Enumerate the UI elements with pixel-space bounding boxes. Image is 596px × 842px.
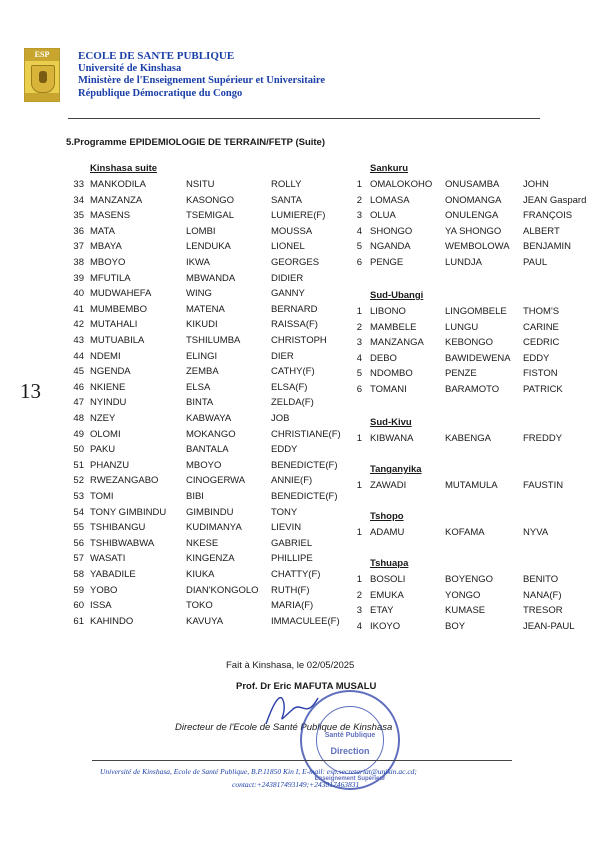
first-name: ROLLY	[271, 179, 302, 190]
postname: IKWA	[186, 257, 210, 268]
postname: ELSA	[186, 381, 211, 393]
postname: CINOGERWA	[186, 475, 246, 487]
row-number: 42	[73, 319, 84, 331]
surname: NDEMI	[90, 350, 121, 362]
list-item	[0, 603, 596, 619]
surname: YABADILE	[90, 569, 136, 580]
row-number: 2	[356, 321, 362, 333]
surname: MUTUABILA	[90, 335, 145, 346]
first-name: ALBERT	[523, 225, 560, 237]
logo-foot	[25, 93, 59, 101]
surname: TSHIBWABWA	[90, 537, 155, 549]
first-name: ANNIE(F)	[271, 475, 313, 487]
surname: ADAMU	[370, 527, 405, 538]
row-number: 6	[356, 384, 362, 395]
first-name: CHATTY(F)	[271, 569, 321, 580]
postname: MUTAMULA	[445, 480, 498, 491]
surname: NGANDA	[370, 241, 411, 253]
place-date: Fait à Kinshasa, le 02/05/2025	[226, 660, 355, 671]
surname: OLUA	[370, 210, 396, 222]
list-item	[0, 478, 596, 494]
postname: NSITU	[186, 179, 215, 190]
footer-address: Université de Kinshasa, Ecole de Santé Publique, B.P.11850 Kin I, E-mail: esp.secretariat@unikin.ac.cd;	[100, 767, 417, 776]
surname: NYINDU	[90, 397, 127, 409]
surname: RWEZANGABO	[90, 475, 159, 487]
postname: KABWAYA	[186, 413, 232, 424]
first-name: RAISSA(F)	[271, 319, 318, 331]
surname: MBAYA	[90, 241, 122, 253]
surname: YOBO	[90, 584, 118, 596]
first-name: CATHY(F)	[271, 366, 315, 378]
surname: WASATI	[90, 553, 126, 565]
first-name: BENJAMIN	[523, 241, 572, 253]
surname: TOMI	[90, 491, 114, 502]
postname: KINGENZA	[186, 553, 235, 565]
first-name: CHRISTOPH	[271, 335, 327, 346]
surname: MUDWAHEFA	[90, 288, 152, 300]
surname: PHANZU	[90, 459, 130, 471]
postname: KIUKA	[186, 569, 215, 580]
row-number: 61	[73, 615, 84, 627]
row-number: 4	[356, 620, 362, 632]
postname: DIAN'KONGOLO	[186, 584, 259, 596]
postname: ONOMANGA	[445, 194, 502, 206]
postname: BANTALA	[186, 444, 229, 456]
row-number: 37	[73, 241, 84, 253]
postname: ZEMBA	[186, 366, 219, 378]
section-heading: Tanganyika	[370, 464, 422, 475]
list-item	[0, 320, 596, 336]
postname: KABENGA	[445, 433, 491, 444]
surname: MAMBELE	[370, 321, 417, 333]
first-name: NANA(F)	[523, 589, 562, 601]
first-name: RUTH(F)	[271, 584, 310, 596]
first-name: GABRIEL	[271, 537, 313, 549]
list-item	[0, 177, 596, 193]
row-number: 57	[73, 553, 84, 565]
row-number: 35	[73, 210, 84, 222]
institution-header	[78, 50, 325, 100]
postname: BINTA	[186, 397, 214, 409]
postname: KEBONGO	[445, 337, 494, 349]
first-name: SANTA	[271, 194, 302, 206]
margin-page-number: 13	[20, 379, 41, 403]
first-name: THOM'S	[523, 306, 560, 317]
list-item	[0, 588, 596, 604]
first-name: PATRICK	[523, 384, 563, 395]
row-number: 50	[73, 444, 84, 456]
first-name: NYVA	[523, 527, 549, 538]
postname: LUNGU	[445, 321, 479, 333]
surname: KAHINDO	[90, 615, 134, 627]
postname: KIKUDI	[186, 319, 218, 331]
surname: OLOMI	[90, 428, 121, 440]
surname: LIBONO	[370, 306, 406, 317]
signatory-name: Prof. Dr Eric MAFUTA MUSALU	[236, 681, 377, 692]
first-name: PAUL	[523, 257, 548, 268]
surname: NGENDA	[90, 366, 131, 378]
first-name: JEAN-PAUL	[523, 620, 575, 632]
list-item	[0, 395, 360, 411]
list-item	[0, 366, 596, 382]
row-number: 1	[356, 179, 362, 190]
row-number: 3	[356, 210, 362, 222]
surname: KIBWANA	[370, 433, 414, 444]
postname: KOFAMA	[445, 527, 485, 538]
surname: MANKODILA	[90, 179, 146, 190]
postname: YONGO	[445, 589, 481, 601]
first-name: CARINE	[523, 321, 559, 333]
section-heading: Tshuapa	[370, 558, 409, 569]
postname: BAWIDEWENA	[445, 352, 511, 364]
postname: TSHILUMBA	[186, 335, 241, 346]
postname: PENZE	[445, 368, 477, 380]
first-name: CEDRIC	[523, 337, 560, 349]
stamp-text-top: Santé Publique	[324, 732, 376, 739]
surname: MBOYO	[90, 257, 126, 268]
postname: WING	[186, 288, 212, 300]
surname: MANZANGA	[370, 337, 424, 349]
row-number: 43	[73, 335, 84, 346]
row-number: 54	[73, 506, 84, 518]
first-name: EDDY	[523, 352, 550, 364]
row-number: 36	[73, 225, 84, 237]
section-heading: Tshopo	[370, 511, 404, 522]
list-item	[0, 551, 360, 567]
list-item	[0, 572, 596, 588]
postname: ONULENGA	[445, 210, 499, 222]
list-item	[0, 382, 596, 398]
list-item	[0, 431, 596, 447]
list-item	[0, 619, 596, 635]
stamp-inner-ring	[316, 706, 384, 774]
first-name: BENEDICTE(F)	[271, 491, 338, 502]
postname: KASONGO	[186, 194, 235, 206]
first-name: MARIA(F)	[271, 600, 314, 612]
row-number: 1	[356, 433, 362, 444]
surname: NKIENE	[90, 381, 126, 393]
first-name: BENITO	[523, 574, 559, 585]
list-item	[0, 458, 360, 474]
row-number: 44	[73, 350, 84, 362]
row-number: 39	[73, 272, 84, 284]
row-number: 56	[73, 537, 84, 549]
stamp-text-ring: Enseignement Supérieur	[314, 776, 386, 782]
first-name: JOB	[271, 413, 290, 424]
country-name: République Démocratique du Congo	[78, 87, 243, 99]
section-heading: Sud-Kivu	[370, 417, 412, 428]
first-name: JEAN Gaspard	[523, 194, 587, 206]
postname: MBOYO	[186, 459, 222, 471]
surname: LOMASA	[370, 194, 410, 206]
row-number: 51	[73, 459, 84, 471]
first-name: BENEDICTE(F)	[271, 459, 338, 471]
postname: GIMBINDU	[186, 506, 234, 518]
first-name: GEORGES	[271, 257, 320, 268]
surname: TOMANI	[370, 384, 407, 395]
list-item	[0, 351, 596, 367]
row-number: 58	[73, 569, 84, 580]
surname: TSHIBANGU	[90, 522, 146, 534]
first-name: TRESOR	[523, 605, 563, 617]
list-item	[0, 193, 596, 209]
list-item	[0, 255, 596, 271]
postname: WEMBOLOWA	[445, 241, 510, 253]
surname: ETAY	[370, 605, 394, 617]
postname: NKESE	[186, 537, 219, 549]
postname: BIBI	[186, 491, 204, 502]
postname: TOKO	[186, 600, 213, 612]
list-item	[0, 304, 596, 320]
first-name: ELSA(F)	[271, 381, 308, 393]
logo-band: ESP	[25, 49, 59, 61]
university-name: Université de Kinshasa	[78, 62, 182, 74]
section-heading: Sankuru	[370, 163, 409, 174]
list-item	[0, 411, 360, 427]
first-name: FRANÇOIS	[523, 210, 573, 222]
postname: BARAMOTO	[445, 384, 500, 395]
postname: BOY	[445, 620, 466, 632]
row-number: 48	[73, 413, 84, 424]
shield-icon	[31, 65, 55, 93]
postname: MATENA	[186, 303, 225, 315]
surname: NZEY	[90, 413, 116, 424]
row-number: 55	[73, 522, 84, 534]
row-number: 47	[73, 397, 84, 409]
row-number: 53	[73, 491, 84, 502]
school-logo	[24, 48, 60, 102]
first-name: LUMIERE(F)	[271, 210, 326, 222]
postname: TSEMIGAL	[186, 210, 235, 222]
surname: MANZANZA	[90, 194, 143, 206]
list-item	[0, 525, 596, 541]
director-title: Directeur de l'Ecole de Santé Publique de Kinshasa	[175, 722, 393, 733]
postname: MBWANDA	[186, 272, 236, 284]
row-number: 2	[356, 194, 362, 206]
row-number: 1	[356, 527, 362, 538]
first-name: DIDIER	[271, 272, 304, 284]
surname: BOSOLI	[370, 574, 406, 585]
row-number: 41	[73, 303, 84, 315]
postname: LUNDJA	[445, 257, 482, 268]
row-number: 3	[356, 605, 362, 617]
postname: LINGOMBELE	[445, 306, 507, 317]
row-number: 38	[73, 257, 84, 268]
row-number: 52	[73, 475, 84, 487]
list-item	[0, 208, 596, 224]
row-number: 1	[356, 574, 362, 585]
stamp-text-middle: Direction	[330, 746, 370, 756]
first-name: PHILLIPE	[271, 553, 313, 565]
first-name: FREDDY	[523, 433, 563, 444]
surname: IKOYO	[370, 620, 401, 632]
row-number: 4	[356, 352, 362, 364]
postname: ELINGI	[186, 350, 218, 362]
page-title: 5.Programme EPIDEMIOLOGIE DE TERRAIN/FETP (Suite)	[66, 137, 326, 148]
postname: LENDUKA	[186, 241, 231, 253]
surname: MATA	[90, 225, 115, 237]
header-divider	[68, 118, 540, 119]
first-name: FAUSTIN	[523, 480, 564, 491]
section-heading: Sud-Ubangi	[370, 290, 424, 301]
list-item	[0, 335, 596, 351]
list-item	[0, 224, 596, 240]
first-name: IMMACULEE(F)	[271, 615, 340, 627]
row-number: 34	[73, 194, 84, 206]
postname: KUDIMANYA	[186, 522, 242, 534]
first-name: MOUSSA	[271, 225, 313, 237]
surname: MFUTILA	[90, 272, 131, 284]
ministry-name: Ministère de l'Enseignement Supérieur et Universitaire	[78, 75, 326, 86]
row-number: 5	[356, 368, 362, 380]
row-number: 4	[356, 225, 362, 237]
surname: DEBO	[370, 352, 397, 364]
first-name: GANNY	[271, 288, 305, 300]
row-number: 40	[73, 288, 84, 300]
first-name: EDDY	[271, 444, 298, 456]
surname: MUTAHALI	[90, 319, 138, 331]
row-number: 60	[73, 600, 84, 612]
first-name: FISTON	[523, 368, 558, 380]
surname: OMALOKOHO	[370, 179, 433, 190]
postname: KAVUYA	[186, 615, 224, 627]
surname: MASENS	[90, 210, 131, 222]
surname: ISSA	[90, 600, 112, 612]
surname: NDOMBO	[370, 368, 413, 380]
postname: ONUSAMBA	[445, 179, 500, 190]
first-name: TONY	[271, 506, 298, 518]
list-item	[0, 239, 596, 255]
first-name: BERNARD	[271, 303, 318, 315]
row-number: 1	[356, 480, 362, 491]
list-item	[0, 286, 360, 302]
row-number: 1	[356, 306, 362, 317]
row-number: 2	[356, 589, 362, 601]
postname: MOKANGO	[186, 428, 236, 440]
surname: MUMBEMBO	[90, 303, 147, 315]
section-heading-kinshasa: Kinshasa suite	[90, 163, 158, 174]
surname: TONY GIMBINDU	[90, 506, 167, 518]
row-number: 3	[356, 337, 362, 349]
first-name: ZELDA(F)	[271, 397, 314, 409]
surname: ZAWADI	[370, 480, 407, 491]
school-name: ECOLE DE SANTE PUBLIQUE	[78, 50, 235, 62]
row-number: 59	[73, 584, 84, 596]
row-number: 5	[356, 241, 362, 253]
first-name: LIEVIN	[271, 522, 302, 534]
postname: BOYENGO	[445, 574, 494, 585]
postname: YA SHONGO	[445, 225, 502, 237]
first-name: CHRISTIANE(F)	[271, 428, 341, 440]
first-name: JOHN	[523, 179, 549, 190]
footer-contact: contact:+243817493149;+243817463831	[232, 780, 360, 789]
row-number: 6	[356, 257, 362, 268]
postname: KUMASE	[445, 605, 486, 617]
first-name: DIER	[271, 350, 294, 362]
row-number: 33	[73, 179, 84, 190]
row-number: 46	[73, 381, 84, 393]
list-item	[0, 271, 360, 287]
postname: LOMBI	[186, 225, 216, 237]
row-number: 49	[73, 428, 84, 440]
list-item	[0, 505, 360, 521]
first-name: LIONEL	[271, 241, 305, 253]
row-number: 45	[73, 366, 84, 378]
surname: SHONGO	[370, 225, 413, 237]
surname: PENGE	[370, 257, 404, 268]
surname: PAKU	[90, 444, 116, 456]
surname: EMUKA	[370, 589, 404, 601]
footer-divider	[92, 760, 512, 761]
